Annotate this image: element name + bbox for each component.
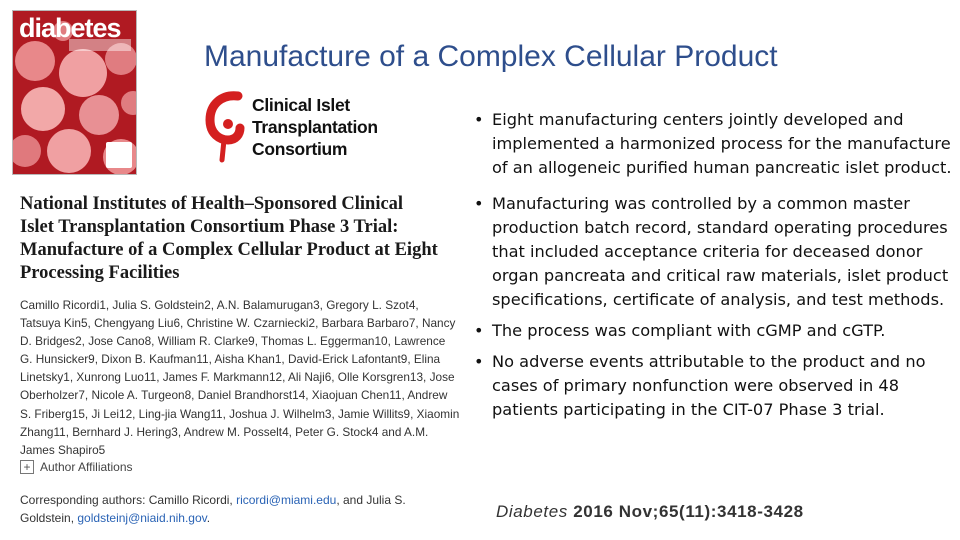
expand-plus-icon: + [20, 460, 34, 474]
bullet-text: Manufacturing was controlled by a common master production batch record, standard operating procedures that included acceptance criteria for deceased donor organ pancreata and critical raw materials, islet product specifications, certificate of analysis, and test methods. [492, 194, 949, 309]
article-authors: Camillo Ricordi1, Julia S. Goldstein2, A.N. Balamurugan3, Gregory L. Szot4, Tatsuya Kin5, Chengyang Liu6, Christine W. Czarniecki2, Barbara Barbaro7, Nancy D. Bridges2, Jose Cano8, William R. Clarke9, Thomas L. Eggerman10, Lawrence G. Hunsicker9, Dixon B. Kaufman11, Aisha Khan1, David-Erick Lafontant9, Elina Linetsky1, Xunrong Luo11, James F. Markmann12, Ali Naji6, Olle Korsgren13, Jose Oberholzer7, Nicole A. Turgeon8, Daniel Brandhorst14, Xiaojuan Chen11, Andrew S. Friberg15, Ji Lei12, Ling-jia Wang11, Joshua J. Wilhelm3, Jamie Willits9, Xiaomin Zhang11, Bernhard J. Hering3, Andrew M. Posselt4, Peter G. Stock4 and A.M. James Shapiro5 [20, 298, 460, 457]
article-title: National Institutes of Health–Sponsored Clinical Islet Transplantation Consortium Phase 3 Trial: Manufacture of a Complex Cellular Product at Eight Processing Facilities [20, 194, 438, 283]
journal-cover-image [12, 10, 137, 175]
key-points-list [474, 108, 956, 434]
corresponding-mid: , and Julia S. Goldstein, [20, 493, 406, 525]
citation-details: 2016 Nov;65(11):3418-3428 [567, 502, 804, 521]
bullet-item [474, 319, 956, 343]
bullet-item [474, 350, 956, 422]
corresponding-prefix: Corresponding authors: Camillo Ricordi, [20, 493, 237, 507]
email-link-goldstein[interactable]: goldsteinj@niaid.nih.gov [77, 511, 207, 525]
bullet-dot-icon: • [474, 194, 484, 213]
bullet-dot-icon: • [474, 110, 484, 129]
bullet-item [474, 192, 956, 312]
bullet-dot-icon: • [474, 352, 484, 371]
bullet-text: The process was compliant with cGMP and cGTP. [492, 321, 886, 340]
corresponding-authors [20, 491, 460, 527]
author-affiliations-label: Author Affiliations [40, 460, 133, 474]
corresponding-end: . [206, 511, 211, 525]
author-affiliations-toggle[interactable] [20, 460, 133, 474]
journal-masthead: diabetes [19, 13, 121, 43]
citation-journal: Diabetes [496, 502, 568, 521]
bullet-text: Eight manufacturing centers jointly developed and implemented a harmonized process for the manufacture of an allogeneic purified human pancreatic islet product. [492, 110, 952, 177]
bullet-text: No adverse events attributable to the product and no cases of primary nonfunction were observed in 48 patients participating in the CIT-07 Phase 3 trial. [492, 352, 926, 419]
email-link-ricordi[interactable]: ricordi@miami.edu [236, 493, 337, 507]
cit-consortium-logo-icon [200, 90, 246, 164]
cover-subtitle-strip [69, 39, 131, 51]
slide-title: Manufacture of a Complex Cellular Product [204, 40, 778, 73]
bullet-dot-icon: • [474, 321, 484, 340]
bullet-item [474, 108, 956, 180]
citation [496, 502, 804, 522]
consortium-name: Clinical Islet Transplantation Consortium [252, 95, 378, 159]
ada-logo-icon [106, 142, 132, 168]
